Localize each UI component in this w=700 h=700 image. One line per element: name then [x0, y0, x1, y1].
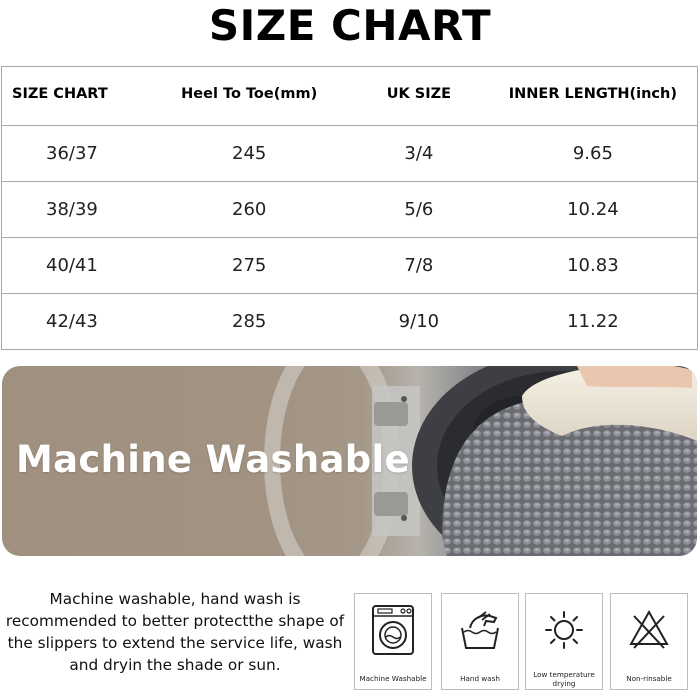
care-icon-low-temp-drying [525, 593, 603, 690]
cell-heel-to-toe: 260 [149, 182, 349, 238]
hand-wash-icon [456, 604, 504, 656]
cell-inner-length: 10.24 [489, 182, 698, 238]
cell-size: 42/43 [2, 294, 150, 350]
cell-heel-to-toe: 245 [149, 126, 349, 182]
cell-size: 38/39 [2, 182, 150, 238]
header-heel-to-toe: Heel To Toe(mm) [149, 67, 349, 126]
care-icon-hand-wash [441, 593, 519, 690]
washing-machine-icon [369, 604, 417, 656]
table-row [2, 294, 698, 350]
no-bleach-icon [625, 604, 673, 656]
header-uk-size: UK SIZE [349, 67, 489, 126]
banner-title: Machine Washable [16, 438, 410, 481]
care-icon-machine-washable [354, 593, 432, 690]
cell-uk-size: 3/4 [349, 126, 489, 182]
cell-inner-length: 9.65 [489, 126, 698, 182]
cell-uk-size: 7/8 [349, 238, 489, 294]
care-icon-label: Low temperature drying [533, 670, 595, 688]
sun-icon [540, 604, 588, 656]
care-icon-label: Hand wash [460, 674, 500, 683]
cell-inner-length: 10.83 [489, 238, 698, 294]
header-inner-length: INNER LENGTH(inch) [489, 67, 698, 126]
size-chart-table [1, 66, 698, 350]
cell-heel-to-toe: 285 [149, 294, 349, 350]
care-line: recommended to better protectthe shape of [5, 612, 345, 630]
care-icon-label: Machine Washable [359, 674, 427, 683]
table-row [2, 182, 698, 238]
machine-washable-banner [2, 366, 697, 556]
cell-size: 40/41 [2, 238, 150, 294]
cell-uk-size: 5/6 [349, 182, 489, 238]
cell-heel-to-toe: 275 [149, 238, 349, 294]
page-title: SIZE CHART [208, 1, 492, 50]
care-line: the slippers to extend the service life, wash [7, 634, 343, 652]
header-size-chart: SIZE CHART [2, 67, 150, 126]
care-instructions [0, 588, 350, 676]
cell-inner-length: 11.22 [489, 294, 698, 350]
care-line: and dryin the shade or sun. [69, 656, 281, 674]
care-icon-non-rinsable [610, 593, 688, 690]
care-icon-label: Non-rinsable [626, 674, 672, 683]
table-row [2, 238, 698, 294]
table-row [2, 126, 698, 182]
table-header-row [2, 67, 698, 126]
cell-size: 36/37 [2, 126, 150, 182]
care-line: Machine washable, hand wash is [49, 590, 301, 608]
cell-uk-size: 9/10 [349, 294, 489, 350]
